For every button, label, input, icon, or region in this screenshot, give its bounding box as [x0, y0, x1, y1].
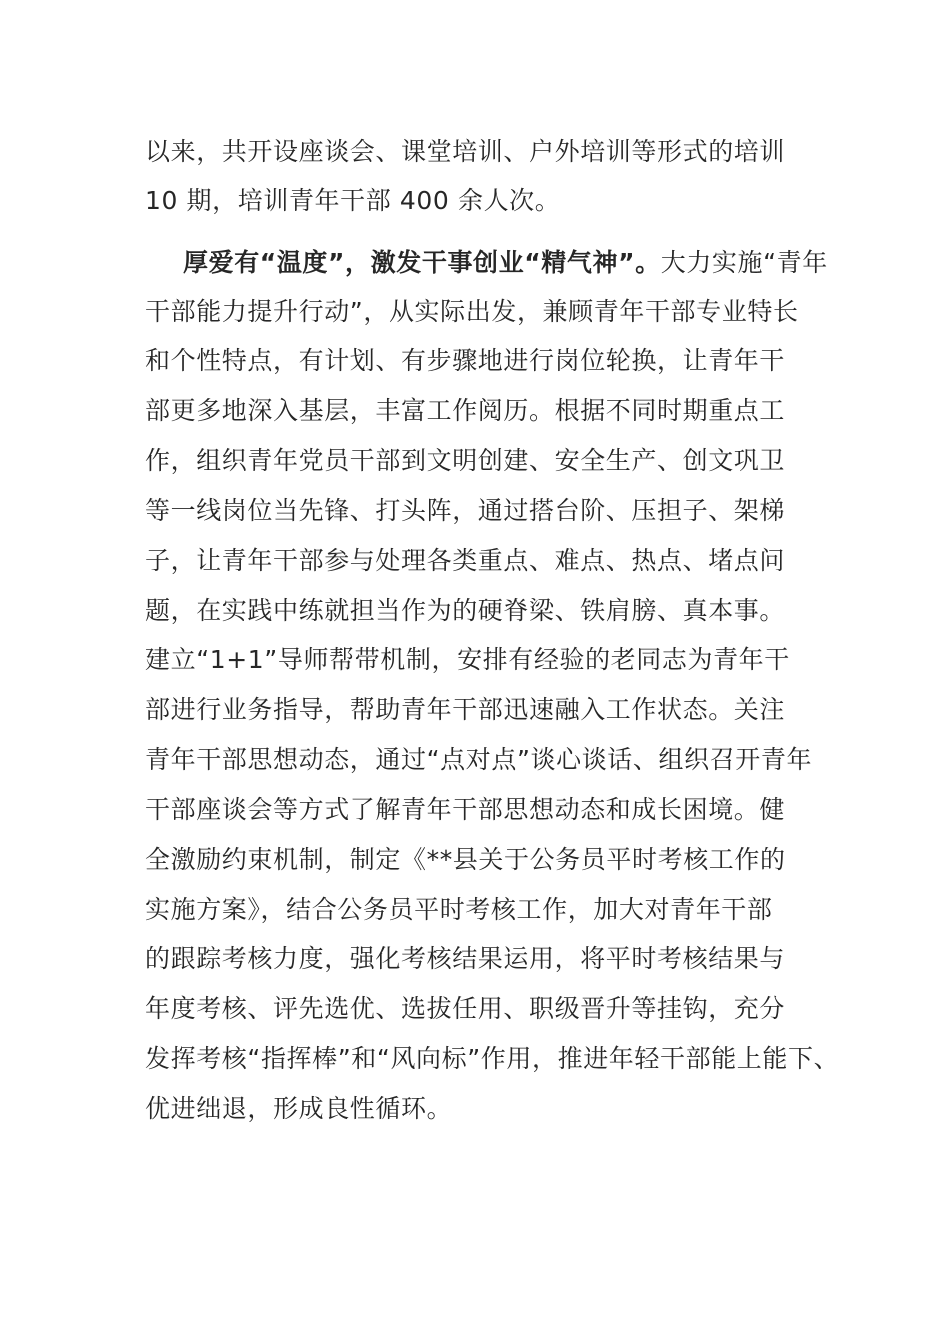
paragraph-2-line-14: 实施方案》，结合公务员平时考核工作，加大对青年干部 — [145, 895, 773, 924]
paragraph-2-line-15: 的跟踪考核力度，强化考核结果运用，将平时考核结果与 — [145, 944, 786, 973]
paragraph-2-line-9: 建立“1+1”导师帮带机制，安排有经验的老同志为青年干 — [145, 645, 790, 674]
paragraph-1-line-2: 10 期，培训青年干部 400 余人次。 — [145, 186, 561, 215]
paragraph-2-heading: 厚爱有“温度”，激发干事创业“精气神”。 — [183, 248, 661, 277]
paragraph-2-line-17: 发挥考核“指挥棒”和“风向标”作用，推进年轻干部能上能下、 — [145, 1044, 840, 1073]
paragraph-2-line-13: 全激励约束机制，制定《**县关于公务员平时考核工作的 — [145, 845, 786, 874]
paragraph-2-line-5: 作，组织青年党员干部到文明创建、安全生产、创文巩卫 — [145, 446, 786, 475]
paragraph-2-line-8: 题，在实践中练就担当作为的硬脊梁、铁肩膀、真本事。 — [145, 596, 786, 625]
paragraph-2-line-16: 年度考核、评先选优、选拔任用、职级晋升等挂钩，充分 — [145, 994, 786, 1023]
paragraph-1-line-1: 以来，共开设座谈会、课堂培训、户外培训等形式的培训 — [145, 137, 786, 166]
paragraph-2-line-10: 部进行业务指导，帮助青年干部迅速融入工作状态。关注 — [145, 695, 786, 724]
paragraph-2-line-3: 和个性特点，有计划、有步骤地进行岗位轮换，让青年干 — [145, 346, 786, 375]
paragraph-2-line-18: 优进绌退，形成良性循环。 — [145, 1094, 453, 1123]
paragraph-2-line-12: 干部座谈会等方式了解青年干部思想动态和成长困境。健 — [145, 795, 786, 824]
paragraph-2-first-line-rest: 大力实施“青年 — [660, 248, 828, 277]
paragraph-2-line-1 — [183, 248, 828, 278]
paragraph-2-line-11: 青年干部思想动态，通过“点对点”谈心谈话、组织召开青年 — [145, 745, 813, 774]
paragraph-2-line-7: 子，让青年干部参与处理各类重点、难点、热点、堵点问 — [145, 546, 786, 575]
paragraph-2-line-2: 干部能力提升行动”，从实际出发，兼顾青年干部专业特长 — [145, 297, 799, 326]
paragraph-2-line-6: 等一线岗位当先锋、打头阵，通过搭台阶、压担子、架梯 — [145, 496, 786, 525]
paragraph-2-line-4: 部更多地深入基层，丰富工作阅历。根据不同时期重点工 — [145, 396, 786, 425]
